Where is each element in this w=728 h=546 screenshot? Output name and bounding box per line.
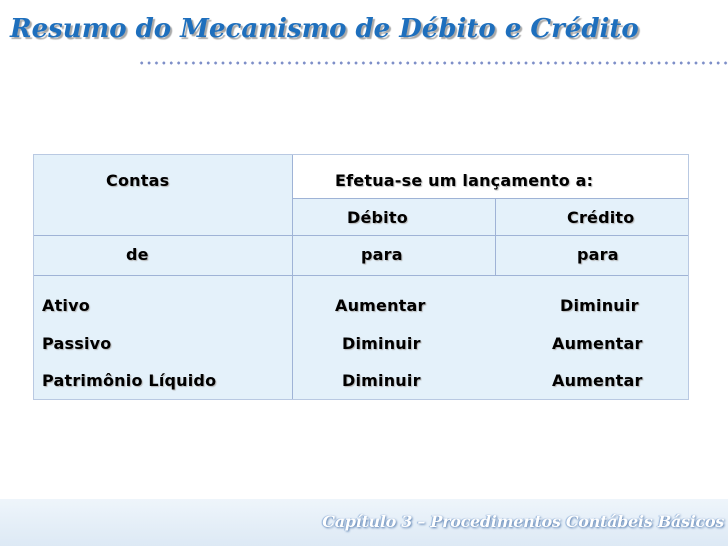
header-credito: Crédito [567, 208, 635, 227]
sub-header-para-credito: para [577, 245, 619, 264]
column-divider [495, 198, 496, 275]
row-ativo-debito: Aumentar [335, 296, 426, 315]
column-divider [292, 155, 293, 399]
row-divider [34, 235, 688, 236]
row-divider [34, 275, 688, 276]
sub-header-para-debito: para [361, 245, 403, 264]
sub-header-de: de [126, 245, 149, 264]
debit-credit-table [33, 154, 689, 400]
dotted-divider [138, 61, 728, 65]
row-passivo-debito: Diminuir [342, 334, 421, 353]
slide-title: Resumo do Mecanismo de Débito e Crédito [10, 14, 639, 44]
row-ativo-conta: Ativo [42, 296, 90, 315]
row-passivo-conta: Passivo [42, 334, 112, 353]
footer-chapter-title: Capítulo 3 – Procedimentos Contábeis Básicos [322, 512, 724, 531]
row-pl-debito: Diminuir [342, 371, 421, 390]
row-passivo-credito: Aumentar [552, 334, 643, 353]
row-pl-credito: Aumentar [552, 371, 643, 390]
row-divider [292, 198, 688, 199]
header-lancamento: Efetua-se um lançamento a: [335, 171, 594, 190]
header-debito: Débito [347, 208, 408, 227]
row-pl-conta: Patrimônio Líquido [42, 371, 217, 390]
row-ativo-credito: Diminuir [560, 296, 639, 315]
header-contas: Contas [106, 171, 170, 190]
